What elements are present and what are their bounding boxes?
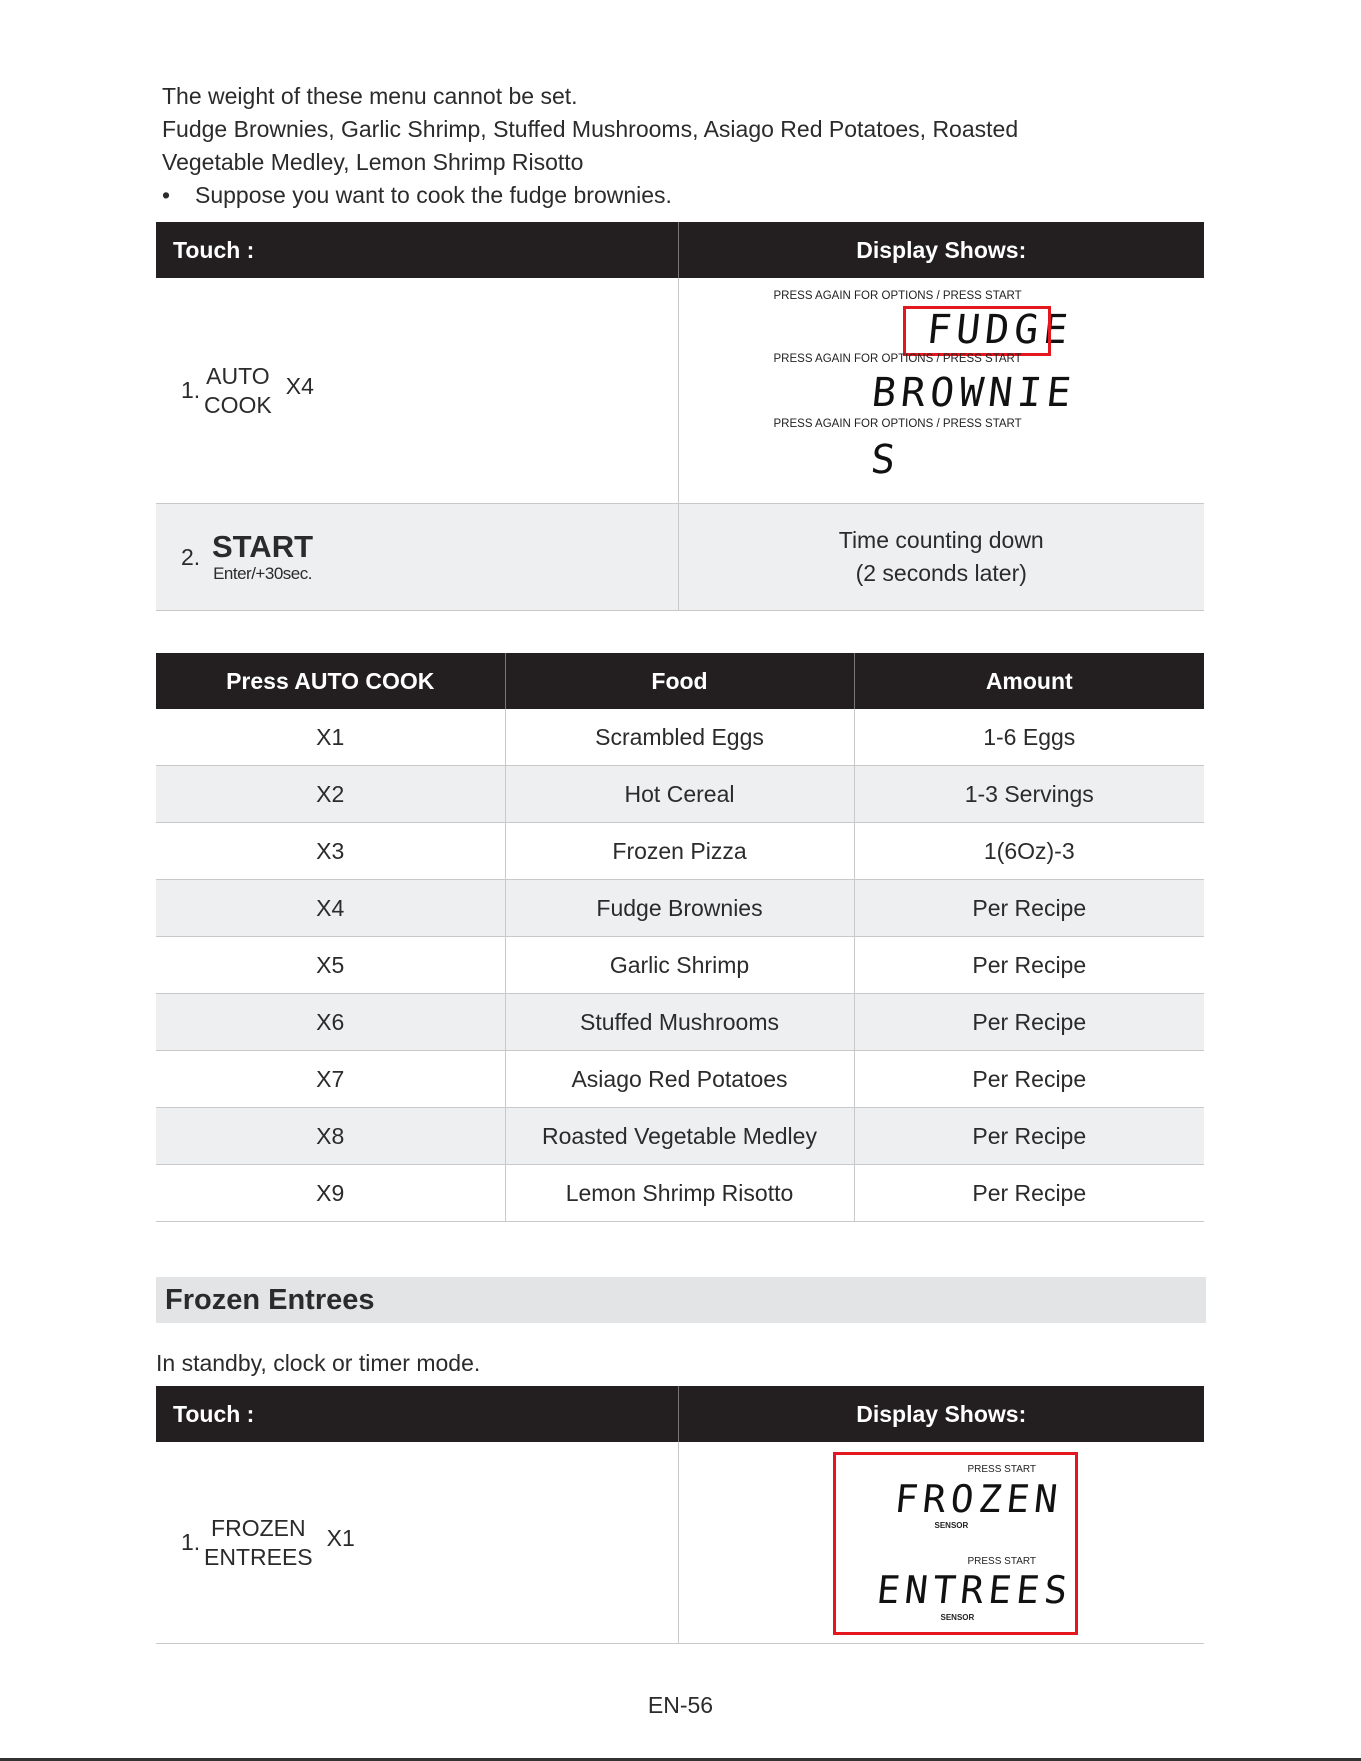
frozen-entrees-button-label [204,1514,313,1572]
amount-cell: Per Recipe [854,880,1204,937]
auto-cook-button-label [204,362,272,420]
table-row [156,1051,1204,1108]
intro-text [162,80,1018,212]
display-text: Time counting down [838,527,1044,553]
touch-cell [156,504,678,611]
amount-cell: Per Recipe [854,1165,1204,1222]
table-row [156,1442,1204,1644]
header-display: Display Shows: [678,1386,1204,1442]
food-cell: Fudge Brownies [505,880,854,937]
amount-cell: Per Recipe [854,994,1204,1051]
amount-cell: Per Recipe [854,937,1204,994]
press-cell: X3 [156,823,505,880]
lcd-display [679,278,1205,503]
intro-line: The weight of these menu cannot be set. [162,83,578,109]
amount-cell: 1-3 Servings [854,766,1204,823]
display-cell [678,504,1204,611]
amount-cell: 1(6Oz)-3 [854,823,1204,880]
table-row [156,937,1204,994]
table-header-row [156,653,1204,709]
lcd-sensor: SENSOR [934,1521,969,1530]
table-row [156,504,1204,611]
food-cell: Garlic Shrimp [505,937,854,994]
press-count: X4 [285,373,314,399]
table-row [156,709,1204,766]
header-display: Display Shows: [678,222,1204,278]
button-line: AUTO [206,362,270,389]
button-line: FROZEN [211,1514,306,1541]
lcd-caption: PRESS AGAIN FOR OPTIONS / PRESS START [773,290,1022,302]
press-cell: X4 [156,880,505,937]
food-cell: Frozen Pizza [505,823,854,880]
food-cell: Lemon Shrimp Risotto [505,1165,854,1222]
press-cell: X9 [156,1165,505,1222]
press-cell: X8 [156,1108,505,1165]
amount-cell: 1-6 Eggs [854,709,1204,766]
step-number: 1. [181,1529,201,1555]
amount-cell: Per Recipe [854,1108,1204,1165]
lcd-word: FUDGE [924,307,1075,353]
food-cell: Roasted Vegetable Medley [505,1108,854,1165]
table-row [156,1108,1204,1165]
lcd-word: S [868,437,903,483]
food-cell: Asiago Red Potatoes [505,1051,854,1108]
page-number: EN-56 [647,1692,714,1718]
section-subtitle: In standby, clock or timer mode. [156,1350,481,1376]
section-title: Frozen Entrees [165,1284,375,1316]
food-cell: Hot Cereal [505,766,854,823]
table-row [156,994,1204,1051]
start-label: START [212,529,314,564]
header-press: Press AUTO COOK [156,653,505,709]
food-cell: Stuffed Mushrooms [505,994,854,1051]
lcd-word: BROWNIE [869,370,1078,416]
start-sub-label: Enter/+30sec. [213,564,312,583]
lcd-caption: PRESS AGAIN FOR OPTIONS / PRESS START [773,418,1022,430]
table-row [156,823,1204,880]
press-count: X1 [326,1525,355,1551]
touch-cell [156,1442,678,1644]
section-header [156,1277,1206,1323]
lcd-word: ENTREES [874,1568,1074,1612]
start-button-label [212,530,313,584]
bullet-text: Suppose you want to cook the fudge brownies. [195,182,672,208]
intro-line: Vegetable Medley, Lemon Shrimp Risotto [162,149,584,175]
lcd-caption: PRESS AGAIN FOR OPTIONS / PRESS START [773,353,1022,365]
table-header-row [156,1386,1204,1442]
intro-line: Fudge Brownies, Garlic Shrimp, Stuffed Mushrooms, Asiago Red Potatoes, Roasted [162,116,1019,142]
table-row [156,278,1204,504]
touch-cell [156,278,678,504]
auto-cook-steps-table [156,222,1204,611]
press-cell: X2 [156,766,505,823]
table-row [156,880,1204,937]
lcd-display [679,1442,1205,1643]
lcd-word: FROZEN [892,1477,1065,1521]
press-cell: X6 [156,994,505,1051]
display-text: (2 seconds later) [855,560,1027,586]
header-amount: Amount [854,653,1204,709]
press-cell: X7 [156,1051,505,1108]
highlight-box [903,306,1051,356]
press-cell: X1 [156,709,505,766]
bullet-icon: • [162,182,171,208]
lcd-sensor: SENSOR [940,1613,975,1622]
display-cell [678,1442,1204,1644]
step-number: 2. [181,543,201,570]
food-cell: Scrambled Eggs [505,709,854,766]
frozen-entrees-steps-table [156,1386,1204,1644]
table-row [156,766,1204,823]
header-touch: Touch : [156,222,678,278]
lcd-caption: PRESS START [967,1556,1037,1567]
lcd-caption: PRESS START [967,1464,1037,1475]
intro-bullet [162,179,1018,212]
table-header-row [156,222,1204,278]
amount-cell: Per Recipe [854,1051,1204,1108]
step-number: 1. [181,377,201,403]
button-line: ENTREES [204,1543,313,1570]
table-row [156,1165,1204,1222]
header-food: Food [505,653,854,709]
display-cell [678,278,1204,504]
header-touch: Touch : [156,1386,678,1442]
auto-cook-menu-table [156,653,1204,1222]
button-line: COOK [204,391,272,418]
press-cell: X5 [156,937,505,994]
